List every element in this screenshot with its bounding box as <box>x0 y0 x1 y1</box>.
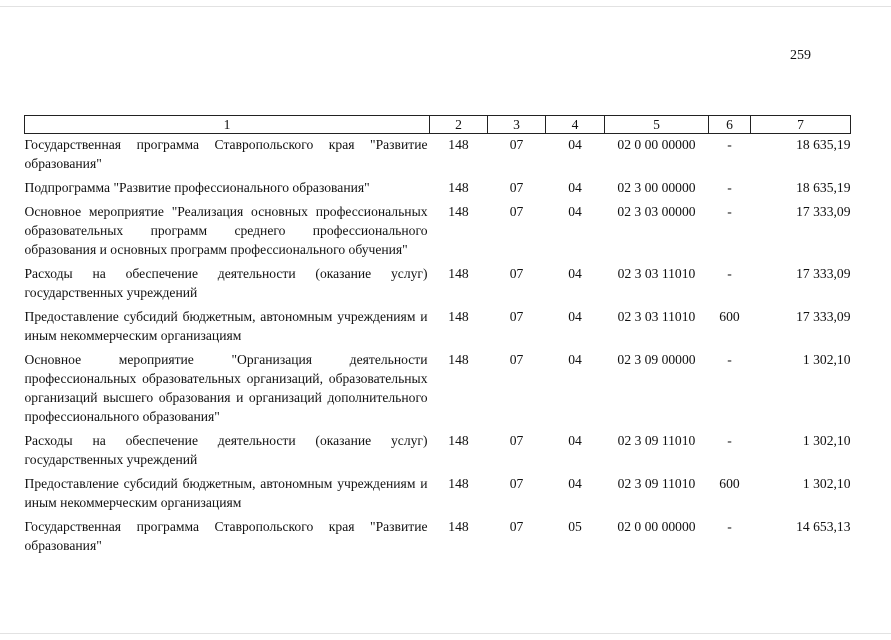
row-subsection-code: 04 <box>568 309 582 324</box>
row-subsection-code: 04 <box>568 137 582 152</box>
header-col-1: 1 <box>25 116 430 134</box>
row-subsection-code: 04 <box>568 352 582 367</box>
row-name: Предоставление субсидий бюджетным, автономным учреждениям и иным некоммерческим организациям <box>24 476 428 510</box>
row-ministry-code: 148 <box>448 137 469 152</box>
table-header-row <box>25 116 851 134</box>
header-col-2: 2 <box>430 116 488 134</box>
row-section-code: 07 <box>509 309 524 324</box>
row-section-code: 07 <box>509 266 524 281</box>
header-col-7: 7 <box>751 116 851 134</box>
budget-table <box>24 115 851 560</box>
row-amount: 1 302,10 <box>802 352 851 367</box>
table-row <box>25 517 851 560</box>
row-expense-type: 600 <box>719 309 740 324</box>
row-name: Основное мероприятие "Реализация основных профессиональных образовательных программ среднего профессионального образования и основных программ профессионального обучения" <box>24 204 428 257</box>
header-col-6: 6 <box>709 116 751 134</box>
row-target-article: 02 3 03 00000 <box>617 204 696 219</box>
row-name: Основное мероприятие "Организация деятельности профессиональных образовательных организаций, образовательных организаций высшего образования и организаций дополнительного профессионального образования" <box>24 352 428 424</box>
row-amount: 18 635,19 <box>796 180 851 195</box>
row-section-code: 07 <box>509 137 524 152</box>
row-subsection-code: 04 <box>568 180 582 195</box>
row-ministry-code: 148 <box>448 519 469 534</box>
row-amount: 1 302,10 <box>802 433 851 448</box>
header-col-3: 3 <box>488 116 546 134</box>
row-ministry-code: 148 <box>448 180 469 195</box>
header-col-5: 5 <box>605 116 709 134</box>
page-number: 259 <box>790 48 811 63</box>
row-ministry-code: 148 <box>448 476 469 491</box>
row-section-code: 07 <box>509 180 524 195</box>
row-name: Подпрограмма "Развитие профессионального образования" <box>24 180 370 195</box>
row-expense-type: - <box>727 352 732 367</box>
table-row <box>25 178 851 202</box>
table-row <box>25 307 851 350</box>
row-name: Предоставление субсидий бюджетным, автономным учреждениям и иным некоммерческим организациям <box>24 309 428 343</box>
header-col-4: 4 <box>546 116 605 134</box>
row-section-code: 07 <box>509 476 524 491</box>
row-section-code: 07 <box>509 352 524 367</box>
scan-edge-top <box>0 6 891 7</box>
row-subsection-code: 04 <box>568 433 582 448</box>
row-target-article: 02 0 00 00000 <box>617 137 696 152</box>
table-row <box>25 474 851 517</box>
scan-edge-bottom <box>0 633 891 634</box>
table-row <box>25 350 851 431</box>
row-target-article: 02 3 09 11010 <box>617 433 696 448</box>
table-row <box>25 264 851 307</box>
row-subsection-code: 04 <box>568 476 582 491</box>
row-expense-type: - <box>727 137 732 152</box>
row-amount: 14 653,13 <box>796 519 851 534</box>
row-expense-type: - <box>727 180 732 195</box>
row-ministry-code: 148 <box>448 266 469 281</box>
row-amount: 17 333,09 <box>796 266 851 281</box>
row-expense-type: - <box>727 204 732 219</box>
row-target-article: 02 3 00 00000 <box>617 180 696 195</box>
row-target-article: 02 3 03 11010 <box>617 266 696 281</box>
row-section-code: 07 <box>509 204 524 219</box>
row-amount: 1 302,10 <box>802 476 851 491</box>
row-ministry-code: 148 <box>448 204 469 219</box>
row-subsection-code: 04 <box>568 204 582 219</box>
row-section-code: 07 <box>509 519 524 534</box>
row-ministry-code: 148 <box>448 433 469 448</box>
row-name: Государственная программа Ставропольского края "Развитие образования" <box>24 137 428 171</box>
row-amount: 18 635,19 <box>796 137 851 152</box>
row-subsection-code: 05 <box>568 519 582 534</box>
row-name: Расходы на обеспечение деятельности (оказание услуг) государственных учреждений <box>24 433 428 467</box>
row-name: Расходы на обеспечение деятельности (оказание услуг) государственных учреждений <box>24 266 428 300</box>
row-expense-type: - <box>727 519 732 534</box>
table-row <box>25 202 851 264</box>
table-row <box>25 134 851 179</box>
row-target-article: 02 3 09 00000 <box>617 352 696 367</box>
row-expense-type: 600 <box>719 476 740 491</box>
row-name: Государственная программа Ставропольского края "Развитие образования" <box>24 519 428 553</box>
row-amount: 17 333,09 <box>796 309 851 324</box>
row-expense-type: - <box>727 266 732 281</box>
row-ministry-code: 148 <box>448 309 469 324</box>
row-target-article: 02 3 09 11010 <box>617 476 696 491</box>
row-expense-type: - <box>727 433 732 448</box>
row-amount: 17 333,09 <box>796 204 851 219</box>
row-subsection-code: 04 <box>568 266 582 281</box>
row-target-article: 02 3 03 11010 <box>617 309 696 324</box>
row-target-article: 02 0 00 00000 <box>617 519 696 534</box>
row-section-code: 07 <box>509 433 524 448</box>
table-row <box>25 431 851 474</box>
row-ministry-code: 148 <box>448 352 469 367</box>
